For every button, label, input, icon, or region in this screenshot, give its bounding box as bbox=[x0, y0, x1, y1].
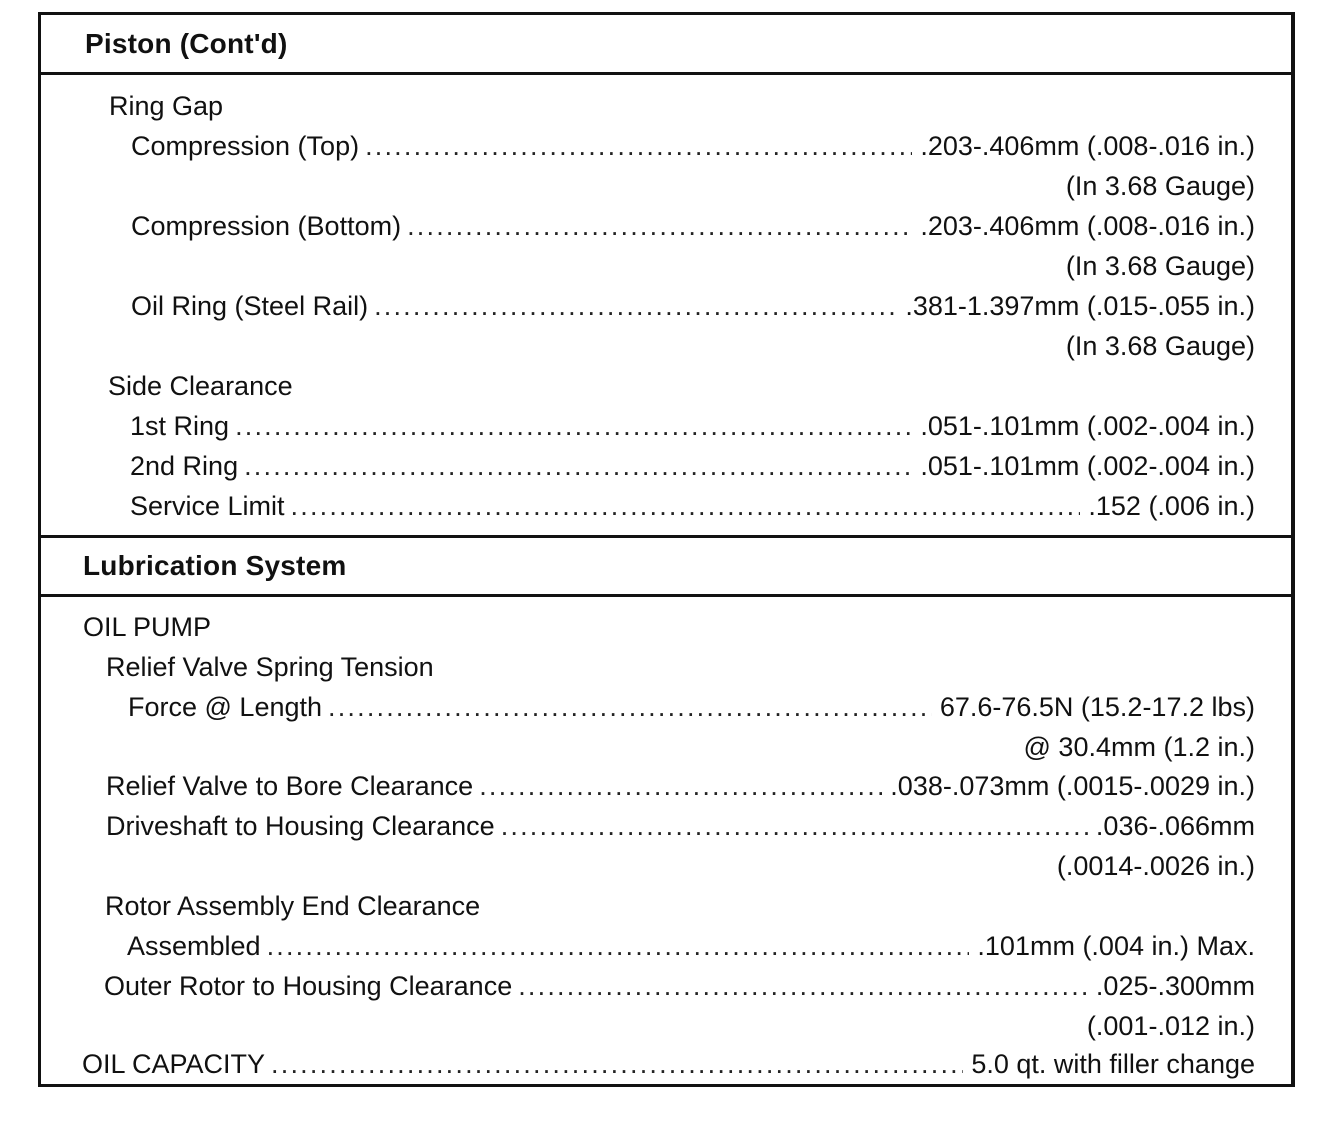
spec-value: 5.0 qt. with filler change bbox=[971, 1049, 1255, 1079]
spec-value: .051-.101mm (.002-.004 in.) bbox=[920, 411, 1255, 441]
spec-note-force-at-length: @ 30.4mm (1.2 in.) bbox=[1023, 732, 1255, 762]
spec-value: .381-1.397mm (.015-.055 in.) bbox=[905, 291, 1255, 321]
spec-row-second-ring bbox=[130, 448, 1255, 484]
ring-gap-heading: Ring Gap bbox=[109, 91, 224, 121]
spec-value: .038-.073mm (.0015-.0029 in.) bbox=[890, 771, 1255, 801]
spec-value: .051-.101mm (.002-.004 in.) bbox=[920, 451, 1255, 481]
spec-label: 1st Ring bbox=[130, 411, 230, 441]
leader-dots bbox=[365, 128, 912, 164]
spec-label: Assembled bbox=[127, 931, 261, 961]
leader-dots bbox=[235, 408, 912, 444]
spec-row-relief-valve-to-bore bbox=[106, 768, 1255, 804]
section-header-piston bbox=[41, 15, 1291, 75]
spec-value: .152 (.006 in.) bbox=[1088, 491, 1255, 521]
spec-value: .101mm (.004 in.) Max. bbox=[977, 931, 1255, 961]
spec-row-service-limit bbox=[130, 488, 1255, 524]
spec-row-driveshaft-to-housing bbox=[106, 808, 1255, 844]
leader-dots bbox=[328, 689, 932, 725]
spec-note-driveshaft-to-housing: (.0014-.0026 in.) bbox=[1056, 851, 1255, 881]
leader-dots bbox=[267, 928, 970, 964]
spec-value: .203-.406mm (.008-.016 in.) bbox=[920, 131, 1255, 161]
spec-label: Relief Valve to Bore Clearance bbox=[106, 771, 474, 801]
leader-dots bbox=[244, 448, 912, 484]
spec-row-first-ring bbox=[130, 408, 1255, 444]
spec-label: Driveshaft to Housing Clearance bbox=[106, 811, 495, 841]
spec-label: Compression (Bottom) bbox=[131, 211, 402, 241]
spec-label: Force @ Length bbox=[128, 692, 323, 722]
leader-dots bbox=[374, 288, 897, 324]
spec-value: 67.6-76.5N (15.2-17.2 lbs) bbox=[939, 692, 1255, 722]
spec-row-oil-capacity bbox=[82, 1046, 1255, 1082]
leader-dots bbox=[501, 808, 1088, 844]
relief-valve-spring-tension-heading: Relief Valve Spring Tension bbox=[106, 652, 434, 682]
spec-value: .203-.406mm (.008-.016 in.) bbox=[920, 211, 1255, 241]
spec-row-outer-rotor-to-housing bbox=[104, 968, 1255, 1004]
spec-row-oil-ring bbox=[131, 288, 1255, 324]
leader-dots bbox=[518, 968, 1088, 1004]
spec-label: OIL CAPACITY bbox=[82, 1049, 266, 1079]
leader-dots bbox=[479, 768, 882, 804]
spec-note-compression-top: (In 3.68 Gauge) bbox=[1065, 171, 1255, 201]
leader-dots bbox=[271, 1046, 963, 1082]
spec-label: Outer Rotor to Housing Clearance bbox=[104, 971, 513, 1001]
spec-label: Oil Ring (Steel Rail) bbox=[131, 291, 369, 321]
spec-value: .025-.300mm bbox=[1095, 971, 1255, 1001]
spec-row-compression-bottom bbox=[131, 208, 1255, 244]
section-title-lubrication: Lubrication System bbox=[83, 550, 347, 581]
spec-note-compression-bottom: (In 3.68 Gauge) bbox=[1065, 251, 1255, 281]
spec-label: Service Limit bbox=[130, 491, 285, 521]
spec-label: 2nd Ring bbox=[130, 451, 239, 481]
spec-row-assembled bbox=[127, 928, 1255, 964]
rotor-assembly-end-clearance-heading: Rotor Assembly End Clearance bbox=[105, 891, 481, 921]
section-header-lubrication bbox=[41, 535, 1291, 597]
section-title-piston: Piston (Cont'd) bbox=[85, 27, 288, 59]
spec-row-compression-top bbox=[131, 128, 1255, 164]
spec-note-outer-rotor-to-housing: (.001-.012 in.) bbox=[1086, 1011, 1255, 1041]
leader-dots bbox=[291, 488, 1081, 524]
side-clearance-heading: Side Clearance bbox=[108, 371, 293, 401]
spec-label: Compression (Top) bbox=[131, 131, 360, 161]
leader-dots bbox=[407, 208, 912, 244]
spec-table bbox=[38, 12, 1295, 1087]
spec-note-oil-ring: (In 3.68 Gauge) bbox=[1065, 331, 1255, 361]
spec-row-force-at-length bbox=[128, 689, 1255, 725]
oil-pump-heading: OIL PUMP bbox=[83, 612, 212, 642]
spec-value: .036-.066mm bbox=[1095, 811, 1255, 841]
